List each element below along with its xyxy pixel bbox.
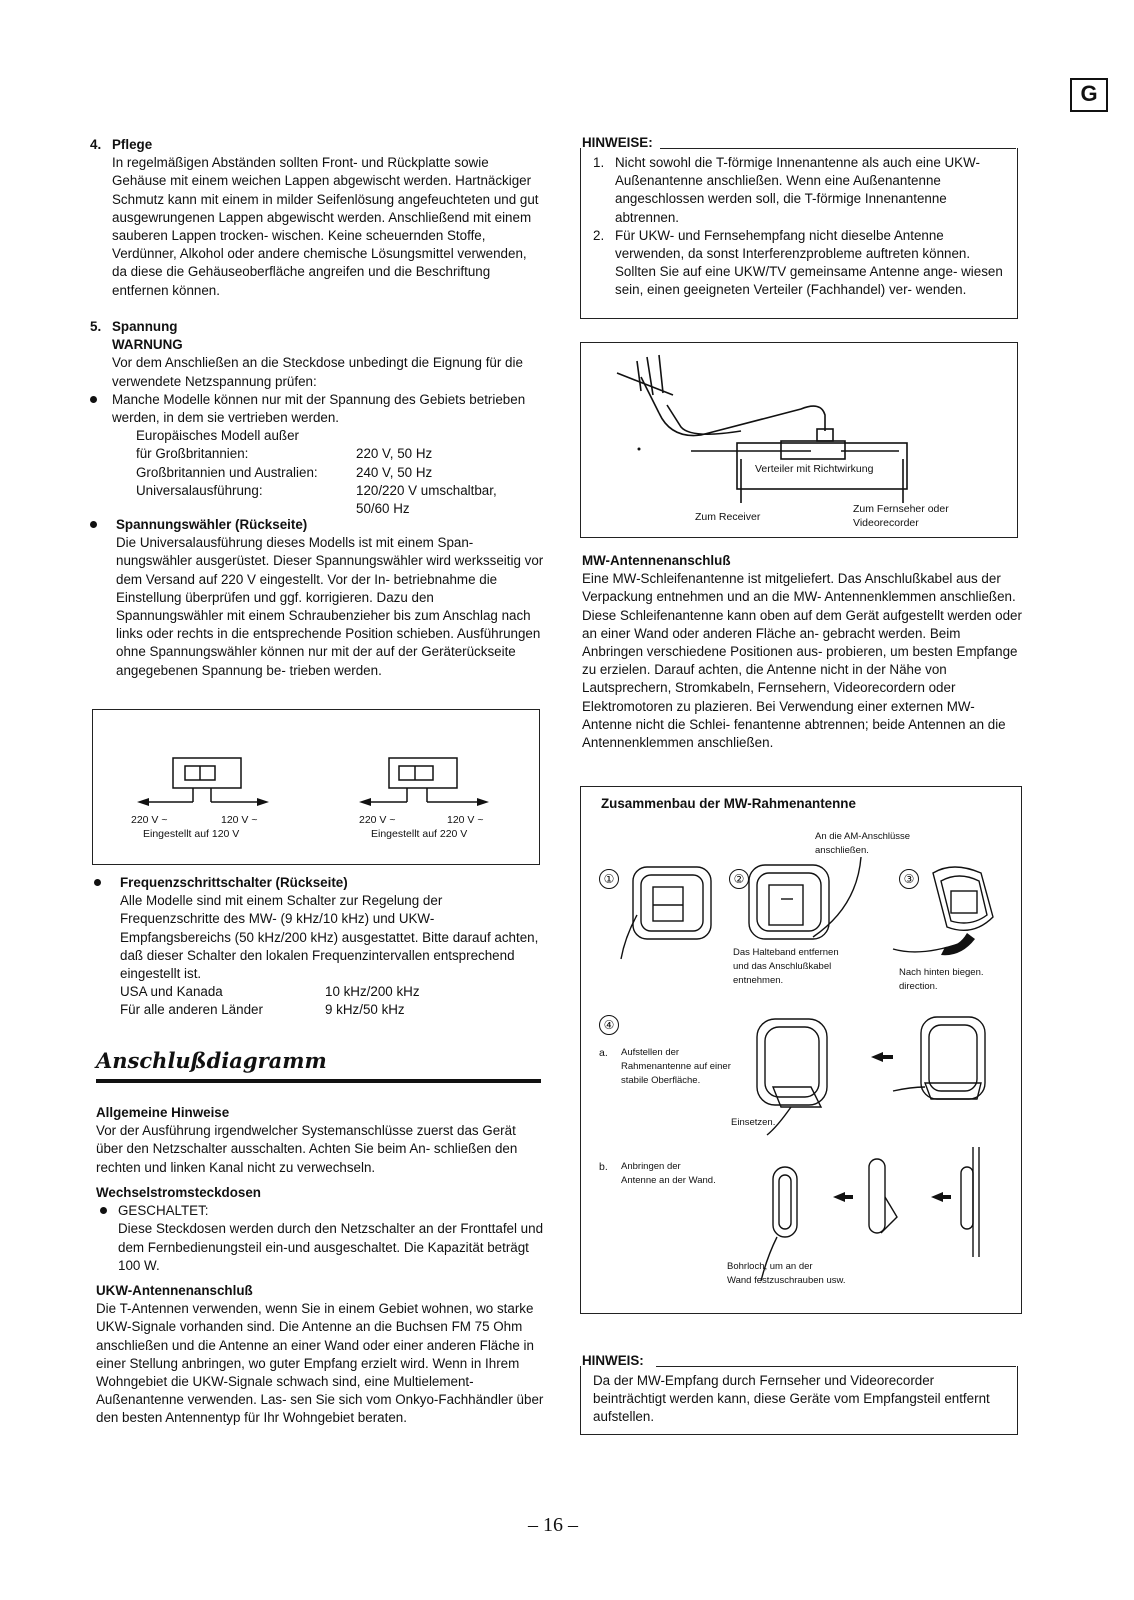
hole-label-line2: Wand festzuschrauben usw. [727, 1275, 846, 1286]
frequency-row: USA und Kanada 10 kHz/200 kHz [120, 984, 420, 1000]
voltage-selector-figure [92, 709, 540, 865]
section-voltage-selector [116, 516, 544, 680]
option-a-line1: Aufstellen der [621, 1047, 680, 1058]
selector-2-voltage-b: 120 V ~ [447, 814, 484, 826]
voltage-row: Europäisches Modell außer [136, 428, 300, 444]
note-box [580, 1366, 1018, 1435]
language-badge: G [1070, 78, 1108, 112]
bullet-icon [90, 396, 97, 403]
bend-label-line2: direction. [899, 981, 938, 992]
bullet-icon [100, 1207, 107, 1214]
option-b-marker: b. [599, 1161, 608, 1173]
section-mw-antenna [582, 552, 1022, 752]
outlet-subtitle: GESCHALTET: [118, 1203, 209, 1219]
strap-label-line1: Das Halteband entfernen [733, 947, 839, 958]
bullet-icon [94, 879, 101, 886]
section-care [90, 136, 544, 300]
frequency-text: Alle Modelle sind mit einem Schalter zur Regelung der Frequenzschritte des MW- (9 kHz/10 kHz) und UKW-Empfangsbereichs (50 kHz/200 kHz) ausgestattet. Bitte darauf achten, daß dieser Schalter den lokalen Frequenzintervallen entsprechend eingestellt ist. [120, 893, 539, 982]
option-a-marker: a. [599, 1047, 608, 1059]
hole-label-line1: Bohrloch, um an der [727, 1261, 813, 1272]
mw-text: Eine MW-Schleifenantenne ist mitgeliefert. Das Anschlußkabel aus der Verpackung entnehmen und an die MW- Antennenklemmen anschließen. Diese Schleifenantenne kann oben auf dem Gerät aufgestellt werden oder an einer Wand oder anderen Fläche an- gebracht werden. Beim Anbringen verschiedene Positionen aus- probieren, um besten Empfange zu erzielen. Darauf achten, die Antenne nicht in der Nähe von Lautsprechern, Stromkabeln, Fernsehern, Videorecordern oder Elektromotoren zu plazieren. Bei Verwendung einer externen MW-Antenne nicht die Schlei- fenantenne abtrennen; beide Antennen an die Antennenklemmen anschließen. [582, 571, 1022, 751]
connection-diagram-heading: Anschlußdiagramm [96, 1048, 327, 1073]
voltage-row: Universalausführung: 120/220 V umschaltbar, [136, 482, 497, 498]
section-title: Spannungswähler (Rückseite) [116, 517, 308, 532]
assembly-title: Zusammenbau der MW-Rahmenantenne [601, 796, 856, 811]
insert-label: Einsetzen. [731, 1117, 776, 1128]
splitter-label: Verteiler mit Richtwirkung [755, 463, 874, 475]
selector-2-caption: Eingestellt auf 220 V [371, 828, 468, 840]
fm-text: Die T-Antennen verwenden, wenn Sie in einem Gebiet wohnen, wo starke UKW-Signale vorhanden sind. Die Antenne an die Buchsen FM 75 Ohm anschließen und die Antenne an einer Wand oder einer anderen Fläche in einer Stellung anbringen, wo guter Empfang erzielt wird. Wenn in Ihrem Wohngebiet die UKW-Signale schwach sind, eine Multielement-Außenantenne verwenden. Las- sen Sie sich vom Onkyo-Fachhändler über den besten Antennentyp für Ihr Wohngebiet beraten. [96, 1301, 544, 1426]
tv-label-line2: Videorecorder [853, 517, 919, 529]
general-text: Vor der Ausführung irgendwelcher Systemanschlüsse zuerst das Gerät über den Netzschalter ausschalten. Achten Sie beim An- schließen den rechten und linken Kanal nicht zu verwechseln. [96, 1123, 518, 1175]
selector-2-voltage-a: 220 V ~ [359, 814, 396, 826]
option-b-line1: Anbringen der [621, 1161, 681, 1172]
section-ac-outlets [96, 1184, 544, 1275]
list-item: 1. Nicht sowohl die T-förmige Innenantenne als auch eine UKW- Außenantenne anschließen. Wenn eine Außenantenne angeschlossen werden soll, die T-förmige Innenantenne abtrennen. [593, 155, 980, 225]
option-a-line3: stabile Oberfläche. [621, 1075, 701, 1086]
warning-label: WARNUNG [112, 337, 183, 353]
section-title: MW-Antennenanschluß [582, 553, 731, 568]
option-b-line2: Antenne an der Wand. [621, 1175, 716, 1186]
section-title: Spannung [112, 319, 178, 334]
notes-title: HINWEISE: [582, 135, 653, 150]
am-label-line1: An die AM-Anschlüsse [815, 831, 911, 842]
selector-1-voltage-a: 220 V ~ [131, 814, 168, 826]
selector-1-voltage-b: 120 V ~ [221, 814, 258, 826]
tv-label-line1: Zum Fernseher oder [853, 503, 949, 515]
section-title: UKW-Antennenanschluß [96, 1283, 253, 1298]
step-2-icon: ② [729, 869, 749, 889]
step-3-icon: ③ [899, 869, 919, 889]
voltage-row: für Großbritannien: 220 V, 50 Hz [136, 446, 433, 462]
strap-label-line3: entnehmen. [733, 975, 784, 986]
section-title: Frequenzschrittschalter (Rückseite) [120, 875, 348, 890]
step-4-icon: ④ [599, 1015, 619, 1035]
am-label-line2: anschließen. [815, 845, 869, 856]
note-text: Da der MW-Empfang durch Fernseher und Videorecorder beinträchtigt werden kann, diese Geräte vom Empfangsteil entfernt aufstellen. [593, 1373, 990, 1425]
section-title: Wechselstromsteckdosen [96, 1185, 261, 1200]
antenna-diagram [580, 342, 1018, 538]
step-1-icon: ① [599, 869, 619, 889]
section-frequency-switch [120, 874, 544, 1020]
section-voltage [90, 318, 544, 518]
outlet-text: Diese Steckdosen werden durch den Netzschalter an der Fronttafel und dem Fernbedienungsteil ein-und ausgeschaltet. Die Kapazität beträgt 100 W. [118, 1221, 544, 1273]
receiver-label: Zum Receiver [695, 511, 761, 523]
section-general [96, 1104, 544, 1177]
selector-1-caption: Eingestellt auf 120 V [143, 828, 240, 840]
option-a-line2: Rahmenantenne auf einer [621, 1061, 731, 1072]
list-item: 2. Für UKW- und Fernsehempfang nicht dieselbe Antenne verwenden, da sonst Interferenzprobleme auftreten können. Sollten Sie auf eine UKW/TV gemeinsame Antenne ange- wiesen sein, einen geeigneten Verteiler (Fachhandel) ver- wenden. [593, 227, 1003, 298]
section-number: 4. [90, 137, 102, 152]
selector-text: Die Universalausführung dieses Modells ist mit einem Span- nungswähler ausgerüstet. Dieser Spannungswähler wird werksseitig vor dem Versand auf 220 V eingestellt. Vor der In- betriebnahme die Einstellung überprüfen und ggf. korrigieren. Dazu den Spannungswähler mit einem Schraubenzieher bis zum Anschlag nach links oder rechts in die entsprechende Position schieben. Ausführungen ohne Spannungswähler können nur mit der auf der Geräterückseite angegebenen Spannung be- trieben werden. [116, 535, 544, 678]
voltage-text: Vor dem Anschließen an die Steckdose unbedingt die Eignung für die verwendete Netzspannung prüfen: [112, 355, 523, 389]
frequency-row: Für alle anderen Länder 9 kHz/50 kHz [120, 1002, 405, 1018]
care-text: In regelmäßigen Abständen sollten Front- und Rückplatte sowie Gehäuse mit einem weichen Lappen abgewischt werden. Hartnäckiger Schmutz kann mit einem in milder Seifenlösung angefeuchteten und gut ausgewrungenen Lappen abgewischt werden. Anschließend mit einem sauberen Lappen trocken- wischen. Keine scheuernden Stoffe, Verdünner, Alkohol oder andere chemische Lösungsmittel verwenden, da diese die Gehäuseoberfläche angreifen und die Beschriftung entfernen können. [112, 155, 539, 298]
bend-label-line1: Nach hinten biegen. [899, 967, 984, 978]
strap-label-line2: und das Anschlußkabel [733, 961, 832, 972]
section-number: 5. [90, 319, 102, 334]
voltage-row: Großbritannien und Australien: 240 V, 50 Hz [136, 464, 433, 480]
notes-box [580, 148, 1018, 319]
voltage-bullet: Manche Modelle können nur mit der Spannung des Gebiets betrieben werden, in dem sie vertrieben werden. [112, 391, 526, 426]
section-title: Pflege [112, 137, 153, 152]
page-number: – 16 – [528, 1514, 578, 1536]
bullet-icon [90, 521, 97, 528]
voltage-row: 50/60 Hz [356, 501, 410, 517]
antenna-drawing [581, 343, 1017, 537]
note-title: HINWEIS: [582, 1353, 644, 1368]
loop-antenna-assembly [580, 786, 1022, 1314]
voltage-table [136, 427, 544, 518]
section-title: Allgemeine Hinweise [96, 1105, 230, 1120]
section-fm-antenna [96, 1282, 544, 1428]
heading-rule [96, 1079, 541, 1083]
